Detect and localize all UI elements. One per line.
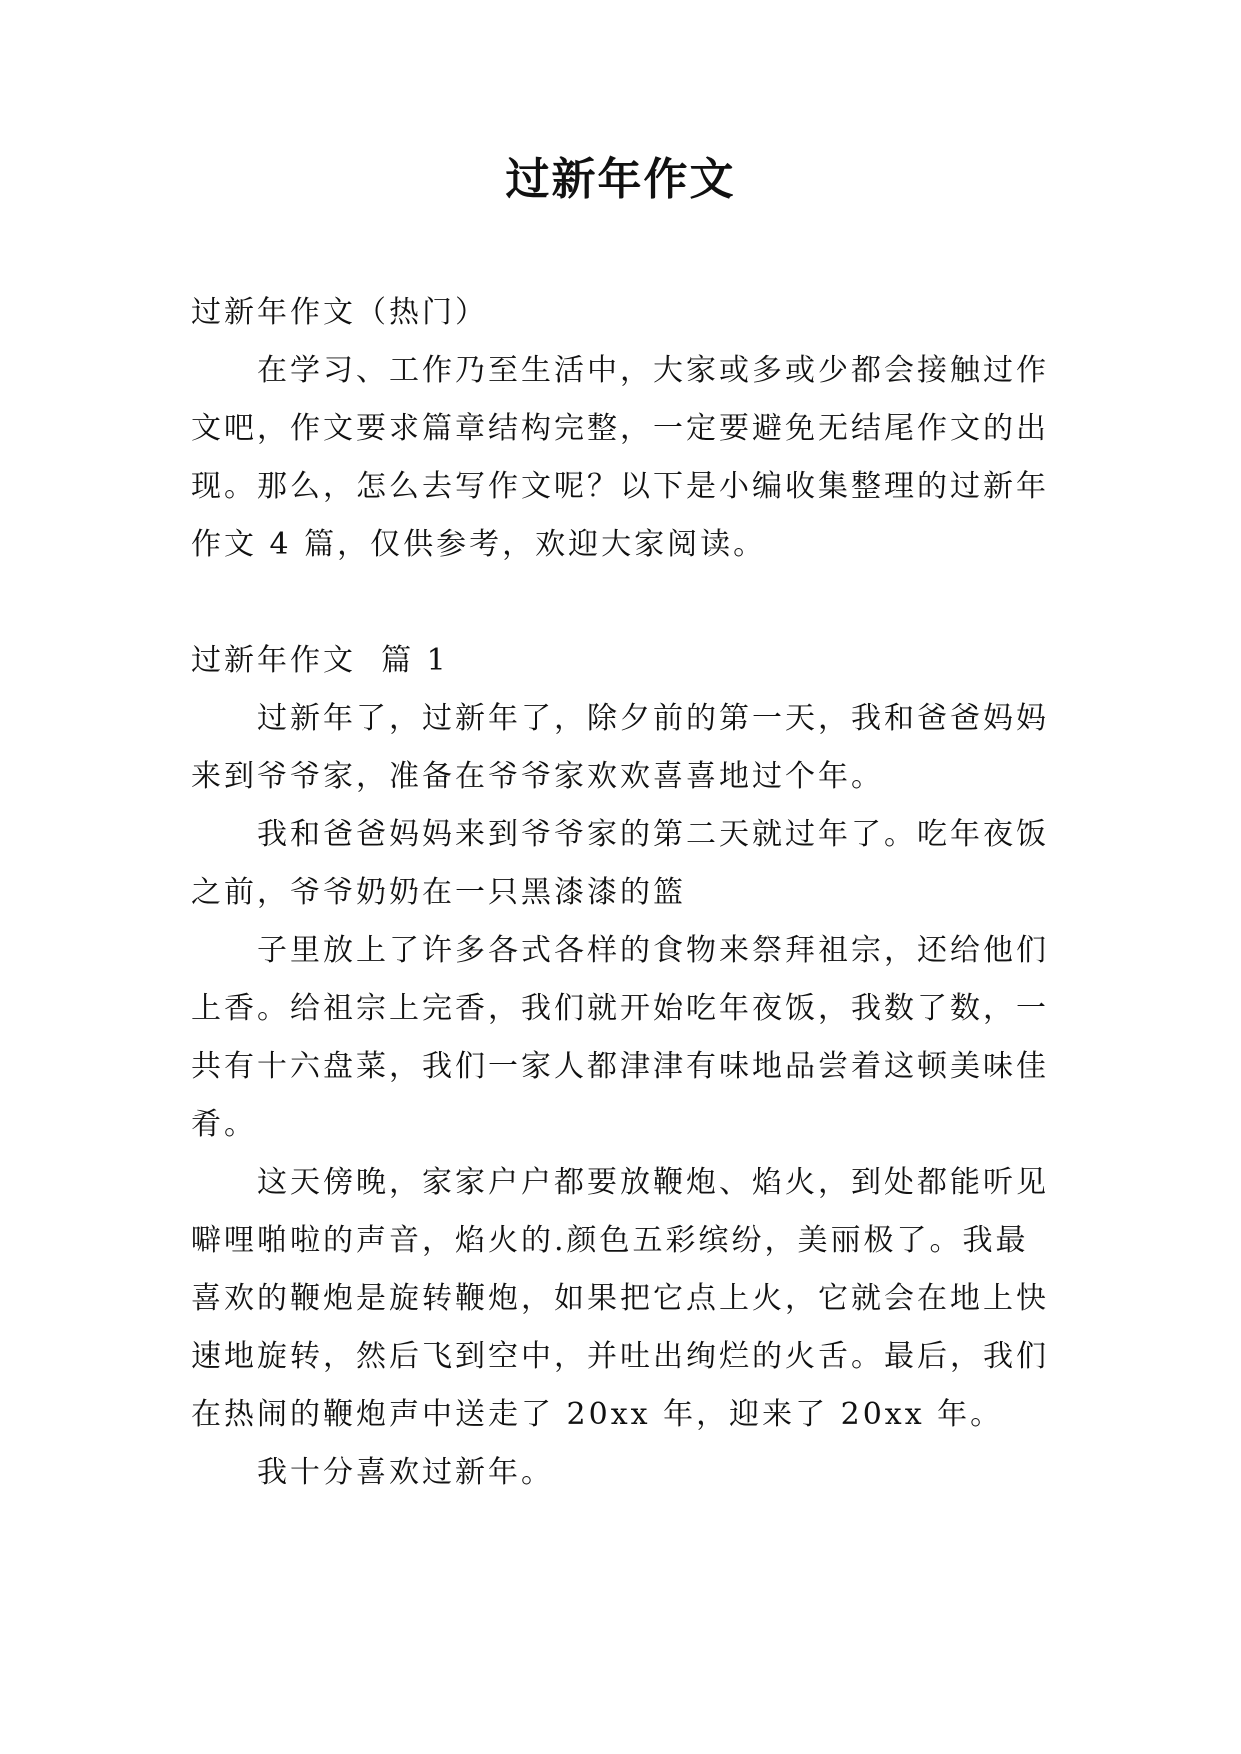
paragraph-5 xyxy=(191,1444,1054,1502)
paragraph-line: 之前，爷爷奶奶在一只黑漆漆的篮 xyxy=(191,875,686,910)
spacer xyxy=(191,574,1054,632)
paragraph-line: 喜欢的鞭炮是旋转鞭炮，如果把它点上火，它就会在地上快 xyxy=(191,1281,1049,1316)
section-heading: 过新年作文 篇 1 xyxy=(191,643,449,678)
paragraph-line: 现。那么，怎么去写作文呢？以下是小编收集整理的过新年 xyxy=(191,469,1049,504)
paragraph-line: 作文 4 篇，仅供参考，欢迎大家阅读。 xyxy=(191,527,767,562)
paragraph-line: 在学习、工作乃至生活中，大家或多或少都会接触过作 xyxy=(257,353,1049,388)
paragraph-line: 文吧，作文要求篇章结构完整，一定要避免无结尾作文的出 xyxy=(191,411,1049,446)
paragraph-line: 肴。 xyxy=(191,1107,257,1142)
document-title: 过新年作文 xyxy=(505,154,736,205)
paragraph-2 xyxy=(191,806,1054,922)
paragraph-line: 这天傍晚，家家户户都要放鞭炮、焰火，到处都能听见 xyxy=(257,1165,1049,1200)
paragraph-line: 在热闹的鞭炮声中送走了 20xx 年，迎来了 20xx 年。 xyxy=(191,1397,1004,1432)
paragraph-line: 过新年了，过新年了，除夕前的第一天，我和爸爸妈妈 xyxy=(257,701,1049,736)
paragraph-line: 我和爸爸妈妈来到爷爷家的第二天就过年了。吃年夜饭 xyxy=(257,817,1049,852)
paragraph-line: 噼哩啪啦的声音，焰火的.颜色五彩缤纷，美丽极了。我最 xyxy=(191,1223,1029,1258)
paragraph-line: 子里放上了许多各式各样的食物来祭拜祖宗，还给他们 xyxy=(257,933,1049,968)
intro-paragraph xyxy=(191,342,1054,574)
paragraph-4 xyxy=(191,1154,1054,1444)
document-body xyxy=(191,284,1054,1502)
paragraph-1 xyxy=(191,690,1054,806)
paragraph-line: 我十分喜欢过新年。 xyxy=(257,1455,554,1490)
paragraph-line: 共有十六盘菜，我们一家人都津津有味地品尝着这顿美味佳 xyxy=(191,1049,1049,1084)
paragraph-line: 上香。给祖宗上完香，我们就开始吃年夜饭，我数了数，一 xyxy=(191,991,1049,1026)
paragraph-line: 速地旋转，然后飞到空中，并吐出绚烂的火舌。最后，我们 xyxy=(191,1339,1049,1374)
paragraph-line: 来到爷爷家，准备在爷爷家欢欢喜喜地过个年。 xyxy=(191,759,884,794)
paragraph-3 xyxy=(191,922,1054,1154)
subtitle: 过新年作文（热门） xyxy=(191,295,488,330)
